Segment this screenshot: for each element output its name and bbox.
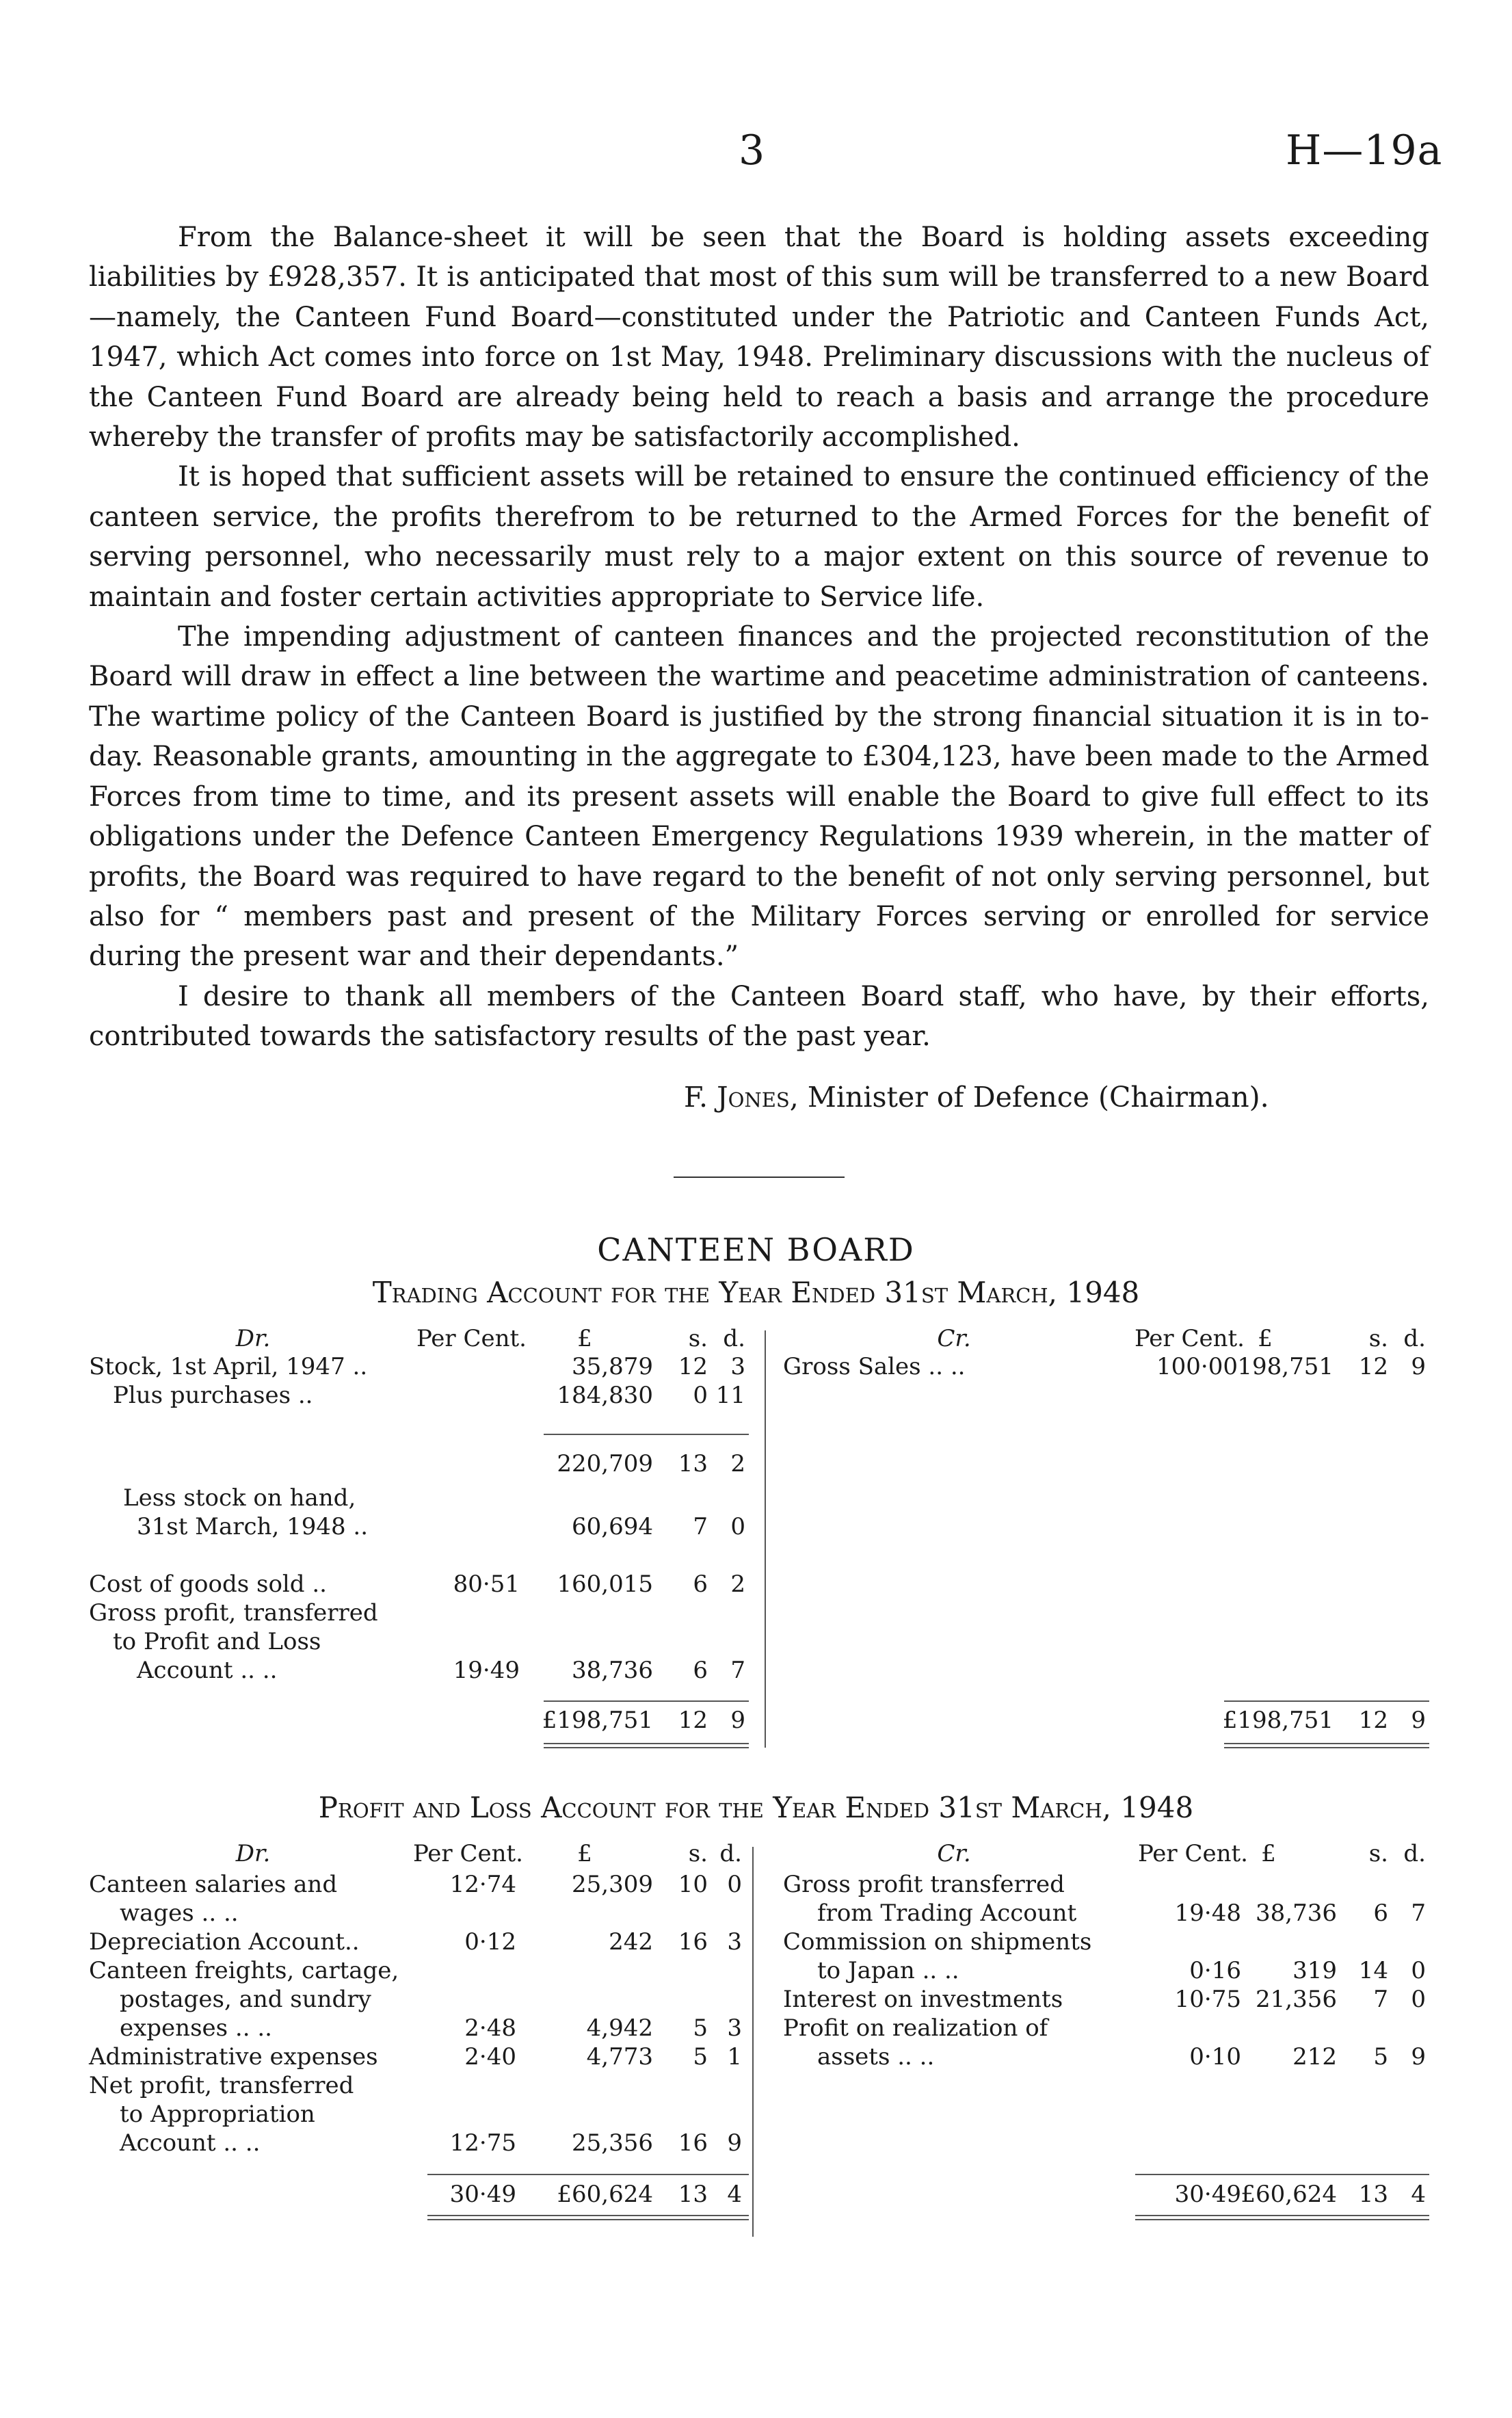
pl-dr-side-label: Dr. (235, 1840, 271, 1867)
trading-dr-row-label: to Profit and Loss (113, 1628, 321, 1655)
pl-cr-col-pounds: £ (1261, 1840, 1276, 1867)
paragraph: From the Balance-sheet it will be seen that the Board is holding assets exceeding liabilities by £928,357. It is anticipated that most of this sum will be transferred to a new Board—namely, the Canteen Fund Board—constituted under the Patriotic and Canteen Funds Act, 1947, which Act comes into force on 1st May, 1948. Preliminary discussions with the nucleus of the Canteen Fund Board are already being held to reach a basis and arrange the procedure whereby the transfer of profits may be satisfactorily accomplished. (89, 222, 1429, 454)
pl-dr-row-label: postages, and sundry (120, 1986, 371, 2013)
pl-dr-total-pence: 4 (727, 2181, 742, 2208)
pl-cr-row-label: from Trading Account (817, 1900, 1077, 1927)
trading-dr-col-shillings: s. (688, 1325, 708, 1352)
trading-dr-row-percent: 19·49 (453, 1657, 520, 1684)
paragraph: The impending adjustment of canteen finances and the projected reconstitution of the Board will draw in effect a line between the wartime and peacetime administration of canteens. The wartime policy of the Canteen Board is justified by the strong financial situation it is in to-day. Reasonable grants, amounting in the aggregate to £304,123, have been made to the Armed Forces from time to time, and its present assets will enable the Board to give full effect to its obligations under the Defence Canteen Emergency Regulations 1939 wherein, in the matter of profits, the Board was required to have regard to the benefit of not only serving personnel, but also for “ members past and present of the Military Forces serving or enrolled for service during the present war and their dependants.” (89, 621, 1429, 973)
pl-dr-row-pence: 9 (727, 2129, 742, 2157)
pl-dr-row-pence: 1 (727, 2043, 742, 2071)
pl-cr-row-label: Profit on realization of (783, 2014, 1048, 2042)
pl-cr-col-shillings: s. (1368, 1840, 1388, 1867)
trading-dr-row-shillings: 12 (678, 1353, 708, 1380)
trading-dr-row-pence: 11 (715, 1382, 745, 1409)
trading-dr-row-pounds: 38,736 (572, 1657, 653, 1684)
trading-dr-row-pence: 3 (730, 1353, 745, 1380)
pl-cr-total-percent: 30·49 (1174, 2181, 1241, 2208)
pl-dr-row-shillings: 10 (678, 1871, 708, 1898)
trading-dr-row-label: Account .. .. (137, 1657, 278, 1684)
pl-dr-col-pence: d. (719, 1840, 742, 1867)
pl-cr-row-pence: 0 (1411, 1986, 1426, 2013)
pl-dr-row-label: Administrative expenses (89, 2043, 378, 2071)
trading-dr-row-label: Stock, 1st April, 1947 .. (89, 1353, 368, 1380)
pl-dr-row-pence: 3 (727, 1928, 742, 1956)
total-double-rule (427, 2215, 749, 2220)
trading-dr-row-pounds: 60,694 (572, 1513, 653, 1540)
pl-dr-row-percent: 2·40 (464, 2043, 516, 2071)
trading-dr-col-pounds: £ (577, 1325, 592, 1352)
pl-cr-row-pounds: 212 (1292, 2043, 1337, 2071)
pl-dr-row-pounds: 4,942 (586, 2014, 653, 2042)
trading-account-title: Trading Account for the Year Ended 31st March, 1948 (372, 1276, 1140, 1309)
pl-dr-row-label: wages .. .. (120, 1900, 239, 1927)
pl-dr-row-pence: 3 (727, 2014, 742, 2042)
trading-dr-total-pence: 9 (730, 1707, 745, 1734)
trading-dr-row-shillings: 7 (693, 1513, 708, 1540)
trading-cr-row-percent: 100·00 (1156, 1353, 1238, 1380)
pl-cr-row-percent: 19·48 (1174, 1900, 1241, 1927)
pl-cr-total-shillings: 13 (1358, 2181, 1388, 2208)
trading-dr-row-pence: 0 (730, 1513, 745, 1540)
trading-dr-row-label: Cost of goods sold .. (89, 1571, 327, 1598)
trading-cr-row-pounds: 198,751 (1237, 1353, 1334, 1380)
page-number: 3 (739, 127, 765, 174)
pl-cr-row-pence: 7 (1411, 1900, 1426, 1927)
trading-dr-row-pounds: 160,015 (557, 1571, 653, 1598)
trading-cr-total-pence: 9 (1411, 1707, 1426, 1734)
paragraph: It is hoped that sufficient assets will be retained to ensure the continued efficiency of the canteen service, the profits therefrom to be returned to the Armed Forces for the benefit of serving personnel, who necessarily must rely to a major extent on this source of revenue to maintain and foster certain activities appropriate to Service life. (89, 461, 1429, 613)
pl-dr-row-shillings: 5 (693, 2014, 708, 2042)
pl-cr-row-percent: 0·10 (1189, 2043, 1241, 2071)
trading-cr-col-shillings: s. (1368, 1325, 1388, 1352)
trading-dr-row-pence: 2 (730, 1450, 745, 1477)
pl-dr-col-pounds: £ (577, 1840, 592, 1867)
pl-cr-row-label: assets .. .. (817, 2043, 935, 2071)
pl-cr-row-percent: 0·16 (1189, 1957, 1241, 1984)
trading-cr-row-label: Gross Sales .. .. (783, 1353, 966, 1380)
trading-cr-total-pounds: £198,751 (1222, 1707, 1334, 1734)
trading-dr-row-pounds: 184,830 (557, 1382, 653, 1409)
pl-dr-row-percent: 2·48 (464, 2014, 516, 2042)
trading-dr-row-shillings: 13 (678, 1450, 708, 1477)
pl-cr-row-label: to Japan .. .. (817, 1957, 959, 1984)
pl-cr-row-shillings: 14 (1358, 1957, 1388, 1984)
trading-dr-total-pounds: £198,751 (542, 1707, 653, 1734)
pl-cr-row-percent: 10·75 (1174, 1986, 1241, 2013)
trading-dr-row-percent: 80·51 (453, 1571, 520, 1598)
pl-dr-row-percent: 12·75 (449, 2129, 516, 2157)
pl-cr-row-label: Commission on shipments (783, 1928, 1092, 1956)
pl-dr-row-shillings: 16 (678, 1928, 708, 1956)
pl-cr-col-pence: d. (1403, 1840, 1426, 1867)
total-rule (427, 2174, 749, 2175)
document-reference: H—19a (1286, 127, 1443, 174)
pl-dr-row-pence: 0 (727, 1871, 742, 1898)
pl-cr-row-label: Gross profit transferred (783, 1871, 1065, 1898)
pl-dr-row-percent: 12·74 (449, 1871, 516, 1898)
trading-dr-row-shillings: 6 (693, 1571, 708, 1598)
pl-cr-row-pounds: 38,736 (1256, 1900, 1337, 1927)
signatory-name: F. Jones, (684, 1081, 799, 1114)
trading-dr-row-pence: 7 (730, 1657, 745, 1684)
pl-cr-row-shillings: 5 (1373, 2043, 1388, 2071)
signatory-role: Minister of Defence (Chairman). (807, 1081, 1269, 1114)
trading-dr-row-label: 31st March, 1948 .. (137, 1513, 369, 1540)
trading-dr-side-label: Dr. (235, 1325, 271, 1352)
pl-cr-row-pence: 9 (1411, 2043, 1426, 2071)
trading-dr-row-pounds: 35,879 (572, 1353, 653, 1380)
pl-dr-total-pounds: £60,624 (557, 2181, 653, 2208)
pl-cr-row-pence: 0 (1411, 1957, 1426, 1984)
pl-dr-row-label: Account .. .. (120, 2129, 261, 2157)
pl-dr-row-label: to Appropriation (120, 2101, 315, 2128)
pl-dr-row-label: Depreciation Account.. (89, 1928, 360, 1956)
trading-dr-row-pence: 2 (730, 1571, 745, 1598)
trading-cr-row-pence: 9 (1411, 1353, 1426, 1380)
pl-cr-row-label: Interest on investments (783, 1986, 1063, 2013)
column-divider (752, 1847, 754, 2237)
pl-cr-row-pounds: 21,356 (1256, 1986, 1337, 2013)
trading-dr-row-label: Plus purchases .. (113, 1382, 313, 1409)
trading-cr-col-pounds: £ (1258, 1325, 1273, 1352)
trading-cr-col-pence: d. (1403, 1325, 1426, 1352)
pl-dr-row-label: Canteen salaries and (89, 1871, 338, 1898)
trading-dr-row-shillings: 6 (693, 1657, 708, 1684)
pl-dr-row-pounds: 25,309 (572, 1871, 653, 1898)
pl-dr-row-pounds: 25,356 (572, 2129, 653, 2157)
trading-dr-row-shillings: 0 (693, 1382, 708, 1409)
pl-dr-row-label: expenses .. .. (120, 2014, 272, 2042)
trading-cr-total-shillings: 12 (1358, 1707, 1388, 1734)
pl-cr-side-label: Cr. (937, 1840, 971, 1867)
trading-cr-row-shillings: 12 (1358, 1353, 1388, 1380)
total-double-rule (1135, 2215, 1429, 2220)
pl-dr-row-label: Canteen freights, cartage, (89, 1957, 399, 1984)
trading-dr-total-shillings: 12 (678, 1707, 708, 1734)
trading-dr-row-pounds: 220,709 (557, 1450, 653, 1477)
pl-dr-row-pounds: 4,773 (586, 2043, 653, 2071)
trading-cr-col-percent: Per Cent. (1134, 1325, 1245, 1352)
pl-cr-row-shillings: 7 (1373, 1986, 1388, 2013)
pl-dr-col-shillings: s. (688, 1840, 708, 1867)
trading-dr-row-label: Less stock on hand, (123, 1484, 356, 1512)
profit-loss-title: Profit and Loss Account for the Year Ended 31st March, 1948 (318, 1791, 1194, 1824)
trading-cr-side-label: Cr. (937, 1325, 971, 1352)
trading-dr-row-label: Gross profit, transferred (89, 1599, 378, 1627)
pl-cr-col-percent: Per Cent. (1137, 1840, 1248, 1867)
pl-cr-total-pounds: £60,624 (1241, 2181, 1337, 2208)
pl-cr-row-pounds: 319 (1292, 1957, 1337, 1984)
pl-cr-total-pence: 4 (1411, 2181, 1426, 2208)
total-rule (1135, 2174, 1429, 2175)
pl-dr-row-pounds: 242 (609, 1928, 653, 1956)
pl-dr-total-percent: 30·49 (449, 2181, 516, 2208)
pl-dr-row-shillings: 16 (678, 2129, 708, 2157)
pl-dr-row-shillings: 5 (693, 2043, 708, 2071)
pl-cr-row-shillings: 6 (1373, 1900, 1388, 1927)
trading-dr-col-pence: d. (723, 1325, 745, 1352)
pl-dr-col-percent: Per Cent. (412, 1840, 523, 1867)
pl-dr-row-percent: 0·12 (464, 1928, 516, 1956)
pl-dr-row-label: Net profit, transferred (89, 2072, 354, 2099)
pl-dr-total-shillings: 13 (678, 2181, 708, 2208)
trading-dr-col-percent: Per Cent. (416, 1325, 527, 1352)
paragraph: I desire to thank all members of the Canteen Board staff, who have, by their efforts, contributed towards the satisfactory results of the past year. (89, 980, 1429, 1053)
canteen-board-heading: CANTEEN BOARD (597, 1231, 915, 1268)
